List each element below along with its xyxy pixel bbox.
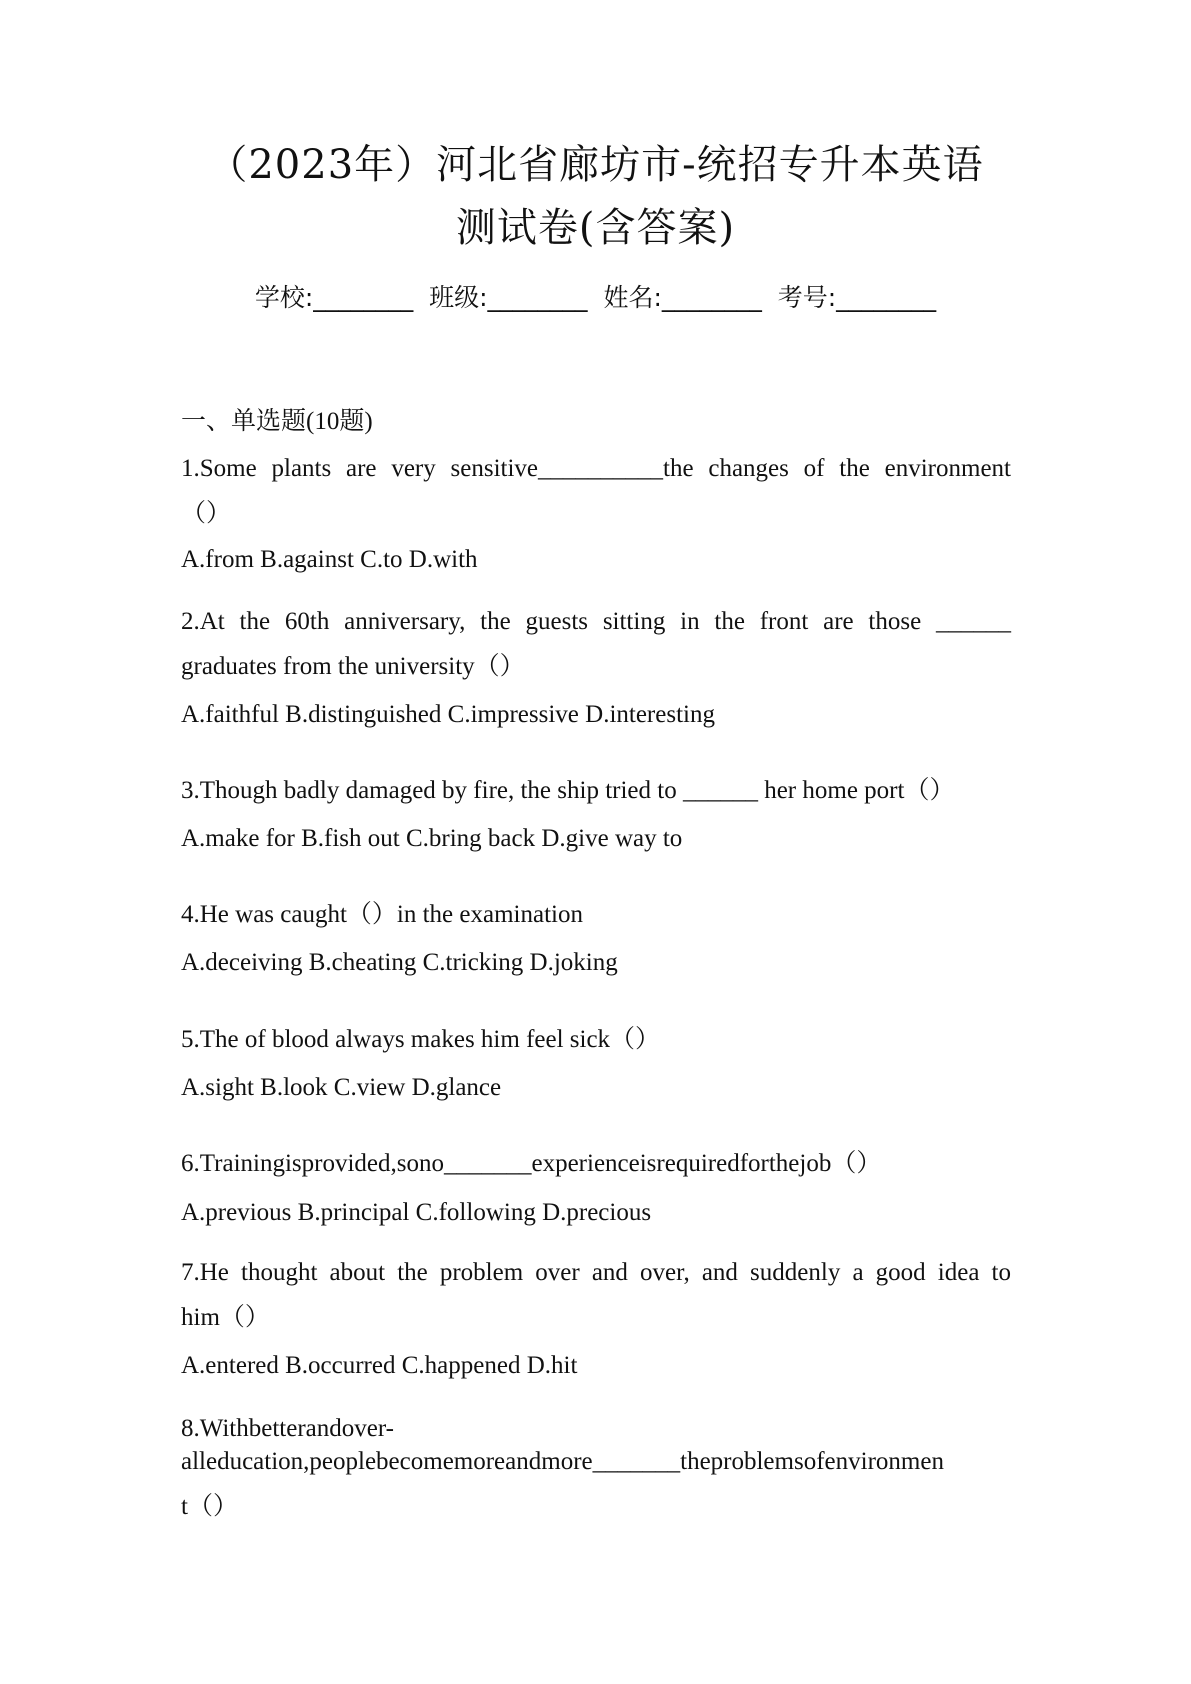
question-2-text-cont: graduates from the university（）	[181, 653, 525, 680]
question-2-options: A.faithful B.distinguished C.impressive D.interesting	[181, 701, 715, 728]
question-2-text: 2.At the 60th anniversary, the guests sitting in the front are those ______	[181, 608, 1011, 635]
question-5-options: A.sight B.look C.view D.glance	[181, 1074, 502, 1101]
question-3-options: A.make for B.fish out C.bring back D.give way to	[181, 825, 683, 852]
question-1-text: 1.Some plants are very sensitive__________the changes of the environment	[181, 455, 1011, 482]
question-6-text: 6.Trainingisprovided,sono_______experienceisrequiredforthejob（）	[181, 1150, 882, 1177]
question-5-text: 5.The of blood always makes him feel sick（）	[181, 1026, 661, 1053]
question-7-text-cont: him（）	[181, 1304, 270, 1331]
question-7-text: 7.He thought about the problem over and over, and suddenly a good idea to	[181, 1259, 1011, 1286]
question-3-text: 3.Though badly damaged by fire, the ship tried to ______ her home port（）	[181, 777, 955, 804]
question-8-text: 8.Withbetterandover-	[181, 1415, 394, 1442]
question-1-text-cont: （）	[181, 500, 232, 527]
document-title-line2: 测试卷(含答案)	[455, 205, 736, 251]
question-7-options: A.entered B.occurred C.happened D.hit	[181, 1352, 578, 1379]
question-8-text-cont2: t（）	[181, 1493, 238, 1520]
section-heading: 一、单选题(10题)	[181, 408, 373, 435]
question-1-options: A.from B.against C.to D.with	[181, 546, 478, 573]
question-4-text: 4.He was caught（）in the examination	[181, 901, 583, 928]
document-title-line1: （2023年）河北省廊坊市-统招专升本英语	[207, 142, 984, 188]
question-4-options: A.deceiving B.cheating C.tricking D.joking	[181, 949, 618, 976]
question-6-options: A.previous B.principal C.following D.precious	[181, 1199, 652, 1226]
student-info-line: 学校:________ 班级:________ 姓名:________ 考号:________	[254, 283, 937, 312]
question-8-text-cont: alleducation,peoplebecomemoreandmore_______theproblemsofenvironmen	[181, 1448, 944, 1475]
